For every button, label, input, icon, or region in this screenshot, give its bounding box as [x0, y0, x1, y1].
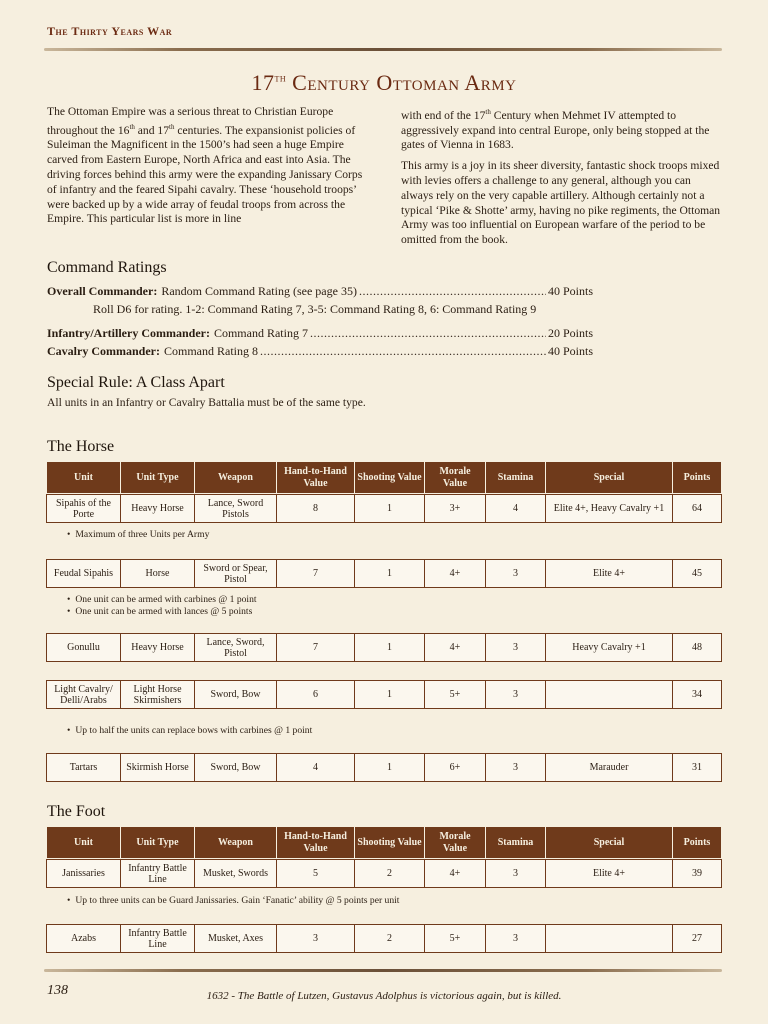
- cell-stamina: 3: [486, 925, 546, 953]
- cell-morale: 4+: [425, 634, 486, 662]
- cell-stamina: 4: [486, 495, 546, 523]
- note-item: • One unit can be armed with lances @ 5 points: [77, 606, 257, 618]
- column-header: Unit Type: [121, 462, 195, 494]
- special-rule-heading: Special Rule: A Class Apart: [47, 374, 225, 391]
- note-item: • One unit can be armed with carbines @ 1 point: [77, 594, 257, 606]
- cell-unit: Gonullu: [47, 634, 121, 662]
- unit-notes: [77, 594, 257, 618]
- cell-hth: 5: [277, 860, 355, 888]
- note-item: • Up to three units can be Guard Janissaries. Gain ‘Fanatic’ ability @ 5 points per unit: [77, 895, 399, 907]
- column-header: Morale Value: [425, 462, 486, 494]
- cell-morale: 4+: [425, 560, 486, 588]
- column-header: Stamina: [486, 827, 546, 859]
- table-row: [47, 681, 722, 709]
- footer-caption: 1632 - The Battle of Lutzen, Gustavus Adolphus is victorious again, but is killed.: [206, 990, 562, 1002]
- cell-unit: Light Cavalry/ Delli/Arabs: [47, 681, 121, 709]
- column-header: Weapon: [195, 462, 277, 494]
- table-row: [47, 754, 722, 782]
- cavalry-commander-row: Cavalry Commander: Command Rating 8 ..... 40 Points: [47, 344, 593, 358]
- cell-points: 45: [673, 560, 722, 588]
- page-title: 17th Century Ottoman Army: [251, 70, 517, 95]
- column-header: Hand-to-Hand Value: [277, 462, 355, 494]
- cell-weapon: Lance, Sword, Pistol: [195, 634, 277, 662]
- foot-unit-table: [46, 924, 722, 953]
- cell-stamina: 3: [486, 681, 546, 709]
- cell-points: 31: [673, 754, 722, 782]
- cell-type: Skirmish Horse: [121, 754, 195, 782]
- column-header: Unit Type: [121, 827, 195, 859]
- horse-unit-table: [46, 559, 722, 588]
- horse-table-header: [46, 461, 722, 494]
- cell-type: Heavy Horse: [121, 634, 195, 662]
- cell-unit: Tartars: [47, 754, 121, 782]
- cell-weapon: Musket, Axes: [195, 925, 277, 953]
- cell-shooting: 2: [355, 860, 425, 888]
- cell-weapon: Sword, Bow: [195, 754, 277, 782]
- column-header: Unit: [47, 827, 121, 859]
- cell-shooting: 1: [355, 495, 425, 523]
- cell-morale: 6+: [425, 754, 486, 782]
- horse-unit-table: [46, 680, 722, 709]
- cell-hth: 3: [277, 925, 355, 953]
- table-row: [47, 634, 722, 662]
- cell-weapon: Sword or Spear, Pistol: [195, 560, 277, 588]
- column-header: Unit: [47, 462, 121, 494]
- table-row: [47, 560, 722, 588]
- cell-shooting: 1: [355, 681, 425, 709]
- cell-hth: 7: [277, 560, 355, 588]
- cell-morale: 3+: [425, 495, 486, 523]
- column-header: Weapon: [195, 827, 277, 859]
- column-header: Stamina: [486, 462, 546, 494]
- unit-notes: [77, 895, 399, 907]
- note-item: • Maximum of three Units per Army: [77, 529, 209, 541]
- cell-morale: 4+: [425, 860, 486, 888]
- foot-heading: The Foot: [47, 803, 106, 820]
- table-row: [47, 925, 722, 953]
- unit-notes: [77, 725, 312, 737]
- cell-special: [546, 681, 673, 709]
- cell-unit: Azabs: [47, 925, 121, 953]
- cell-unit: Janissaries: [47, 860, 121, 888]
- intro-col-2: with end of the 17th Century when Mehmet IV attempted to aggressively expand into central Europe, only being stopped at the gates of Vienna in 1683. This army is a joy in its sheer diversity, fantastic shock troops mixed with levies offers a challenge to any general, although you can always rely on the very capable artillery. Although certainly not a typical ‘Pike & Shotte’ army, having no pike regiments, the Ottoman Army was too influential on European warfare of the period to be omitted from the book.: [401, 108, 721, 247]
- cell-type: Horse: [121, 560, 195, 588]
- column-header: Special: [546, 462, 673, 494]
- cell-points: 34: [673, 681, 722, 709]
- special-rule-text: All units in an Infantry or Cavalry Battalia must be of the same type.: [47, 396, 366, 409]
- cell-stamina: 3: [486, 634, 546, 662]
- foot-unit-table: [46, 859, 722, 888]
- cell-points: 48: [673, 634, 722, 662]
- intro-col-1: The Ottoman Empire was a serious threat to Christian Europe throughout the 16th and 17th centuries. The expansionist policies of Suleiman the Magnificent in the 1500’s had seen a huge Empire carved from Eastern Europe, North Africa and east into Asia. The driving forces behind this army were the expanding Janissary Corps of infantry and the feared Sipahi cavalry. These ‘household troops’ were backed up by a wide array of feudal troops from across the Empire. This particular list is more in line: [47, 105, 363, 226]
- cell-weapon: Lance, Sword Pistols: [195, 495, 277, 523]
- column-header: Points: [673, 827, 722, 859]
- cell-points: 27: [673, 925, 722, 953]
- cell-special: Elite 4+, Heavy Cavalry +1: [546, 495, 673, 523]
- cell-shooting: 1: [355, 634, 425, 662]
- command-ratings-heading: Command Ratings: [47, 259, 167, 276]
- cell-special: Heavy Cavalry +1: [546, 634, 673, 662]
- cell-hth: 6: [277, 681, 355, 709]
- cell-type: Infantry Battle Line: [121, 860, 195, 888]
- column-header: Shooting Value: [355, 462, 425, 494]
- table-row: [47, 860, 722, 888]
- overall-commander-row: Overall Commander: Random Command Rating (see page 35) ..... 40 Points: [47, 284, 593, 298]
- cell-type: Light Horse Skirmishers: [121, 681, 195, 709]
- cell-unit: Sipahis of the Porte: [47, 495, 121, 523]
- cell-weapon: Sword, Bow: [195, 681, 277, 709]
- horse-unit-table: [46, 494, 722, 523]
- horse-unit-table: [46, 633, 722, 662]
- cell-hth: 7: [277, 634, 355, 662]
- cell-unit: Feudal Sipahis: [47, 560, 121, 588]
- top-rule: [44, 48, 722, 51]
- intro-text: [47, 105, 723, 254]
- column-header: Morale Value: [425, 827, 486, 859]
- overall-commander-roll: Roll D6 for rating. 1-2: Command Rating 7, 3-5: Command Rating 8, 6: Command Rating 9: [93, 302, 537, 316]
- running-head: The Thirty Years War: [47, 24, 173, 38]
- cell-special: [546, 925, 673, 953]
- cell-morale: 5+: [425, 925, 486, 953]
- cell-type: Infantry Battle Line: [121, 925, 195, 953]
- bottom-rule: [44, 969, 722, 972]
- foot-table-header: [46, 826, 722, 859]
- horse-heading: The Horse: [47, 438, 115, 455]
- cell-weapon: Musket, Swords: [195, 860, 277, 888]
- column-header: Points: [673, 462, 722, 494]
- cell-shooting: 1: [355, 754, 425, 782]
- cell-special: Marauder: [546, 754, 673, 782]
- cell-shooting: 1: [355, 560, 425, 588]
- cell-type: Heavy Horse: [121, 495, 195, 523]
- horse-unit-table: [46, 753, 722, 782]
- infantry-commander-row: Infantry/Artillery Commander: Command Rating 7 ..... 20 Points: [47, 326, 593, 340]
- note-item: • Up to half the units can replace bows with carbines @ 1 point: [77, 725, 312, 737]
- column-header: Shooting Value: [355, 827, 425, 859]
- column-header: Hand-to-Hand Value: [277, 827, 355, 859]
- cell-stamina: 3: [486, 860, 546, 888]
- cell-points: 39: [673, 860, 722, 888]
- unit-notes: [77, 529, 209, 541]
- cell-shooting: 2: [355, 925, 425, 953]
- cell-special: Elite 4+: [546, 560, 673, 588]
- cell-points: 64: [673, 495, 722, 523]
- cell-hth: 4: [277, 754, 355, 782]
- cell-stamina: 3: [486, 560, 546, 588]
- table-row: [47, 495, 722, 523]
- page-number: 138: [47, 983, 68, 998]
- cell-hth: 8: [277, 495, 355, 523]
- cell-stamina: 3: [486, 754, 546, 782]
- column-header: Special: [546, 827, 673, 859]
- cell-special: Elite 4+: [546, 860, 673, 888]
- cell-morale: 5+: [425, 681, 486, 709]
